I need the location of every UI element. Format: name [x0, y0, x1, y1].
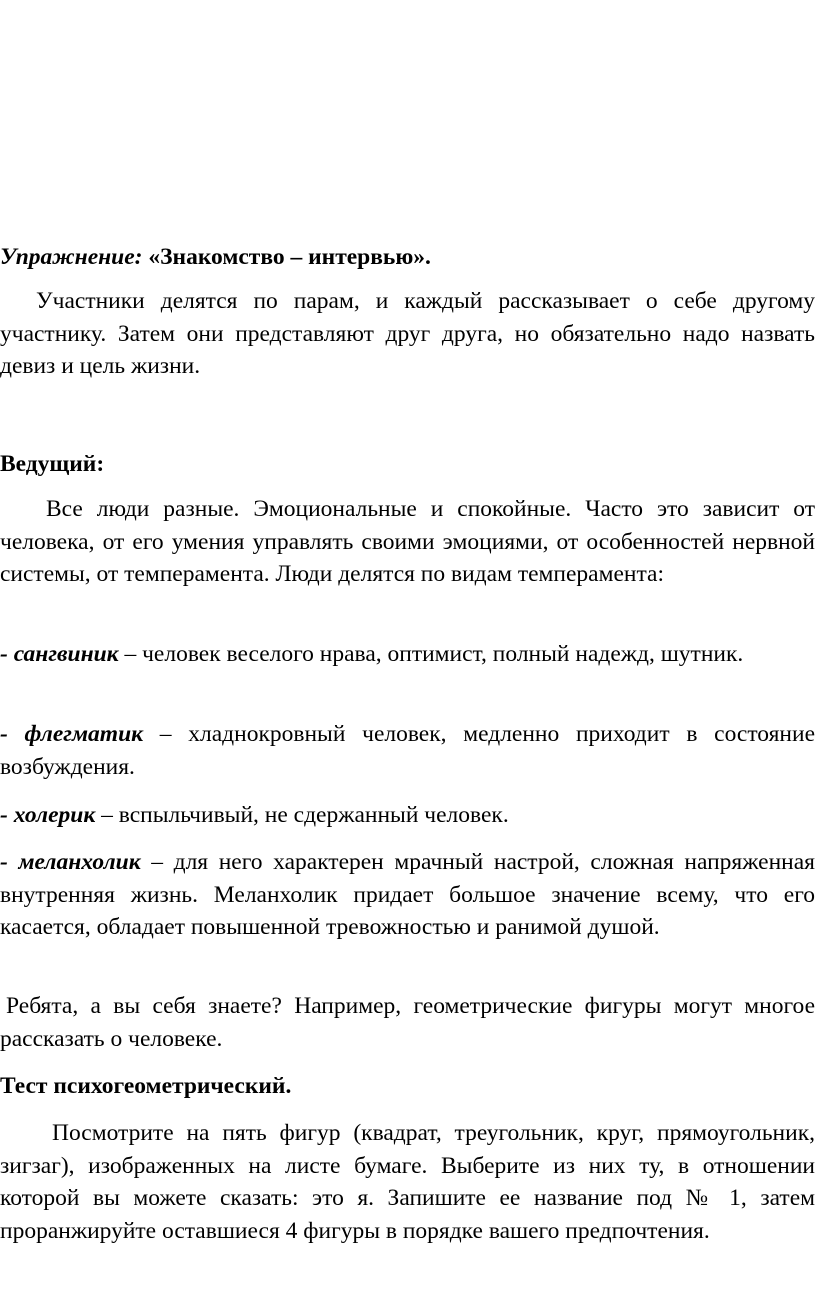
temperament-description: – хладнокровный человек, медленно приходит в состояние возбуждения.: [0, 721, 815, 780]
test-heading: Тест психогеометрический.: [0, 1073, 292, 1099]
temperament-description: – человек веселого нрава, оптимист, полный надежд, шутник.: [118, 641, 744, 667]
temperament-description: – для него характерен мрачный настрой, сложная напряженная внутренняя жизнь. Меланхолик придает большое значение всему, что его касается, обладает повышенной тревожностью и ранимой душой.: [0, 849, 815, 940]
temperament-item-choleric: [0, 799, 815, 832]
temperament-description: – вспыльчивый, не сдержанный человек.: [95, 802, 509, 828]
host-heading: Ведущий:: [0, 451, 105, 477]
exercise-heading: [0, 241, 815, 274]
exercise-label: Упражнение:: [0, 244, 143, 270]
temperament-item-phlegmatic: [0, 718, 815, 783]
temperament-term: - меланхолик: [0, 849, 141, 875]
exercise-paragraph: Участники делятся по парам, и каждый рассказывает о себе другому участнику. Затем они представляют друг друга, но обязательно надо назвать девиз и цель жизни.: [0, 288, 815, 379]
host-paragraph: Все люди разные. Эмоциональные и спокойные. Часто это зависит от человека, от его умения управлять своими эмоциями, от особенностей нервной системы, от темперамента. Люди делятся по видам темперамента:: [0, 496, 815, 587]
question-paragraph: Ребята, а вы себя знаете? Например, геометрические фигуры могут многое рассказать о человеке.: [0, 993, 815, 1052]
temperament-item-melancholic: [0, 846, 815, 944]
temperament-item-sanguine: [0, 638, 815, 671]
test-paragraph: Посмотрите на пять фигур (квадрат, треугольник, круг, прямоугольник, зигзаг), изображенных на листе бумаге. Выберите из них ту, в отношении которой вы можете сказать: это я. Запишите ее название под № 1, затем проранжируйте оставшиеся 4 фигуры в порядке вашего предпочтения.: [0, 1120, 815, 1244]
temperament-term: - сангвиник: [0, 641, 119, 667]
temperament-term: - холерик: [0, 802, 96, 828]
exercise-title: «Знакомство – интервью».: [142, 244, 431, 270]
temperament-term: - флегматик: [0, 721, 144, 747]
